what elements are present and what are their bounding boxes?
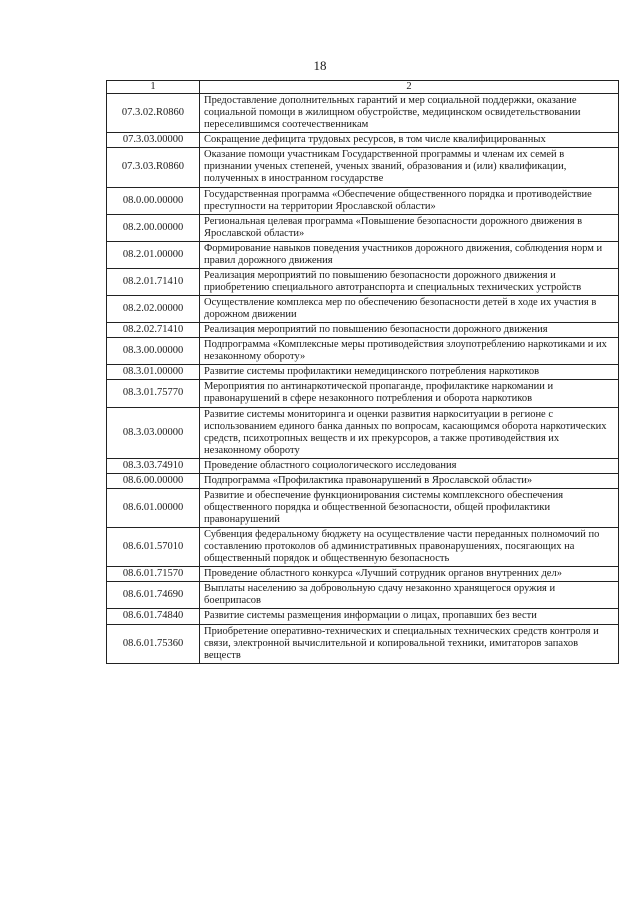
row-code: 08.2.02.00000: [107, 296, 200, 323]
column-header-code: 1: [107, 81, 200, 94]
row-code: 08.3.01.75770: [107, 380, 200, 407]
table-row: [107, 187, 619, 214]
row-code: 08.3.00.00000: [107, 338, 200, 365]
row-description: Проведение областного конкурса «Лучший сотрудник органов внутренних дел»: [200, 567, 619, 582]
table-body: [107, 94, 619, 664]
table-row: [107, 94, 619, 133]
row-description: Предоставление дополнительных гарантий и мер социальной поддержки, оказание социальной помощи в жилищном обустройстве, медицинском освидетельствовании переселившимся соотечественникам: [200, 94, 619, 133]
row-code: 08.6.00.00000: [107, 473, 200, 488]
row-description: Региональная целевая программа «Повышение безопасности дорожного движения в Ярославской области»: [200, 214, 619, 241]
row-code: 08.2.00.00000: [107, 214, 200, 241]
row-code: 07.3.02.R0860: [107, 94, 200, 133]
row-code: 08.0.00.00000: [107, 187, 200, 214]
row-description: Сокращение дефицита трудовых ресурсов, в том числе квалифицированных: [200, 133, 619, 148]
table-row: [107, 338, 619, 365]
table-row: [107, 268, 619, 295]
row-description: Выплаты населению за добровольную сдачу незаконно хранящегося оружия и боеприпасов: [200, 582, 619, 609]
row-description: Реализация мероприятий по повышению безопасности дорожного движения: [200, 323, 619, 338]
table-row: [107, 214, 619, 241]
table-row: [107, 567, 619, 582]
table-row: [107, 380, 619, 407]
column-header-description: 2: [200, 81, 619, 94]
table-row: [107, 323, 619, 338]
row-code: 08.2.01.00000: [107, 241, 200, 268]
table-row: [107, 624, 619, 663]
page-number: 18: [313, 58, 327, 73]
row-code: 08.3.01.00000: [107, 365, 200, 380]
table-row: [107, 609, 619, 624]
table-row: [107, 473, 619, 488]
row-code: 08.6.01.71570: [107, 567, 200, 582]
row-description: Развитие и обеспечение функционирования системы комплексного обеспечения общественного порядка и общественной безопасности, общей профилактики правонарушений: [200, 488, 619, 527]
row-code: 07.3.03.R0860: [107, 148, 200, 187]
table-header-row: [107, 81, 619, 94]
table-row: [107, 458, 619, 473]
table-row: [107, 365, 619, 380]
table-row: [107, 488, 619, 527]
row-description: Развитие системы размещения информации о лицах, пропавших без вести: [200, 609, 619, 624]
table-row: [107, 148, 619, 187]
table-row: [107, 407, 619, 458]
row-code: 08.2.02.71410: [107, 323, 200, 338]
table-row: [107, 241, 619, 268]
table-row: [107, 528, 619, 567]
row-description: Формирование навыков поведения участников дорожного движения, соблюдения норм и правил дорожного движения: [200, 241, 619, 268]
row-code: 08.6.01.74690: [107, 582, 200, 609]
row-description: Проведение областного социологического исследования: [200, 458, 619, 473]
row-code: 08.6.01.74840: [107, 609, 200, 624]
row-description: Развитие системы профилактики немедицинского потребления наркотиков: [200, 365, 619, 380]
row-code: 08.6.01.57010: [107, 528, 200, 567]
row-description: Государственная программа «Обеспечение общественного порядка и противодействие преступности на территории Ярославской области»: [200, 187, 619, 214]
row-description: Подпрограмма «Профилактика правонарушений в Ярославской области»: [200, 473, 619, 488]
row-description: Мероприятия по антинаркотической пропаганде, профилактике наркомании и правонарушений в сфере незаконного потребления и оборота наркотиков: [200, 380, 619, 407]
row-description: Развитие системы мониторинга и оценки развития наркоситуации в регионе с использованием единого банка данных по вопросам, касающимся оборота наркотических средств, психотропных веществ и их прекурсоров, а также противодействия их незаконному обороту: [200, 407, 619, 458]
table-row: [107, 133, 619, 148]
row-code: 08.6.01.75360: [107, 624, 200, 663]
row-code: 08.6.01.00000: [107, 488, 200, 527]
table-row: [107, 582, 619, 609]
row-code: 07.3.03.00000: [107, 133, 200, 148]
row-description: Реализация мероприятий по повышению безопасности дорожного движения и приобретению специального автотранспорта и специальных технических устройств: [200, 268, 619, 295]
row-code: 08.2.01.71410: [107, 268, 200, 295]
row-code: 08.3.03.74910: [107, 458, 200, 473]
table-row: [107, 296, 619, 323]
row-code: 08.3.03.00000: [107, 407, 200, 458]
row-description: Осуществление комплекса мер по обеспечению безопасности детей в ходе их участия в дорожном движении: [200, 296, 619, 323]
budget-codes-table: [106, 80, 619, 664]
row-description: Оказание помощи участникам Государственной программы и членам их семей в признании ученых степеней, ученых званий, образования и (или) квалификации, полученных в иностранном государстве: [200, 148, 619, 187]
row-description: Приобретение оперативно-технических и специальных технических средств контроля и связи, электронной вычислительной и копировальной техники, имитаторов запахов веществ: [200, 624, 619, 663]
row-description: Субвенция федеральному бюджету на осуществление части переданных полномочий по составлению протоколов об административных правонарушениях, посягающих на общественный порядок и общественную безопасность: [200, 528, 619, 567]
row-description: Подпрограмма «Комплексные меры противодействия злоупотреблению наркотиками и их незаконному обороту»: [200, 338, 619, 365]
